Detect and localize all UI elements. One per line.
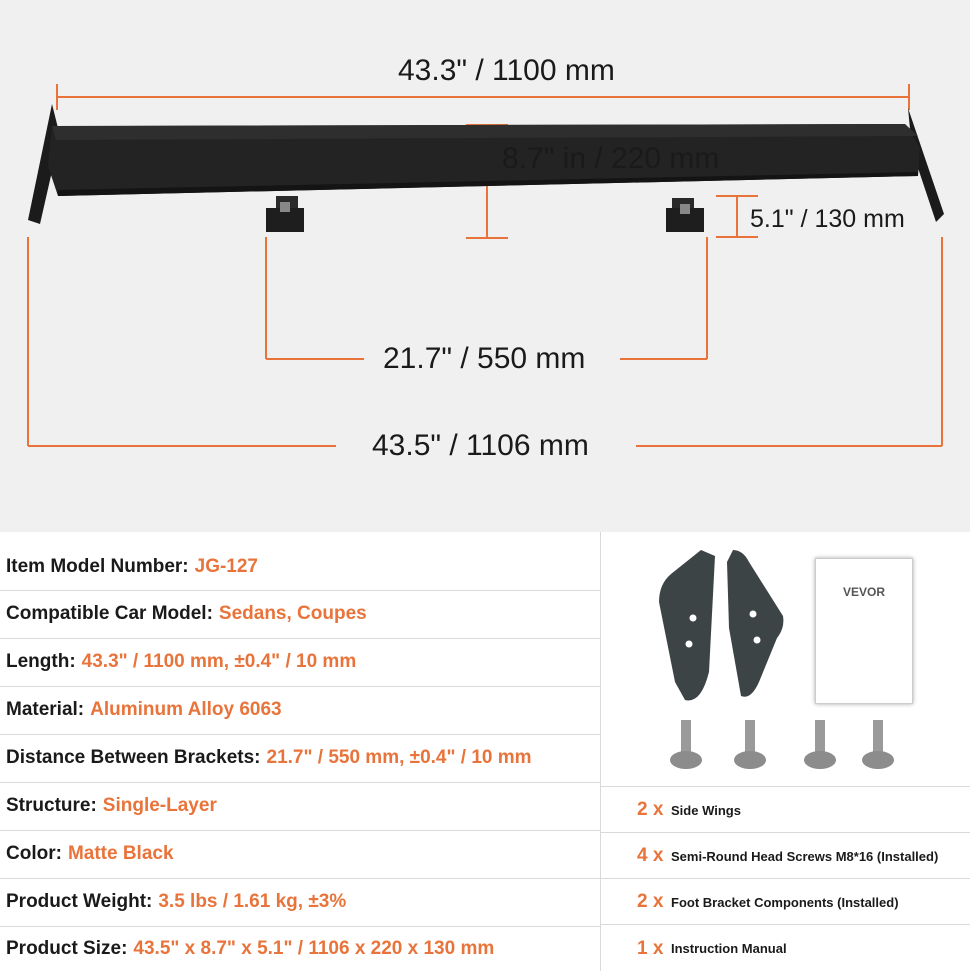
screw-4 bbox=[862, 720, 894, 769]
accessory-qty: 1 x bbox=[637, 937, 664, 959]
accessory-row bbox=[601, 878, 970, 925]
spec-label: Length: bbox=[6, 651, 76, 672]
spec-label: Distance Between Brackets: bbox=[6, 747, 261, 768]
accessory-name: Side Wings bbox=[671, 802, 741, 818]
screw-2 bbox=[734, 720, 766, 769]
spec-value: 21.7" / 550 mm, ±0.4" / 10 mm bbox=[266, 747, 532, 768]
spec-label: Compatible Car Model: bbox=[6, 603, 213, 624]
accessory-name: Foot Bracket Components (Installed) bbox=[671, 894, 899, 910]
spec-table bbox=[0, 532, 600, 971]
side-wing-right bbox=[727, 550, 783, 697]
spec-label: Color: bbox=[6, 843, 62, 864]
accessory-row bbox=[601, 832, 970, 879]
instruction-manual-image bbox=[815, 558, 913, 704]
spec-value: 3.5 lbs / 1.61 kg, ±3% bbox=[158, 891, 347, 912]
spec-row-compatible-model bbox=[0, 590, 600, 639]
spec-row-material bbox=[0, 686, 600, 735]
accessory-qty: 2 x bbox=[637, 891, 664, 912]
spec-value: JG-127 bbox=[194, 556, 258, 577]
side-wing-left bbox=[659, 550, 715, 700]
total-width-label: 43.3" / 1100 mm bbox=[398, 54, 615, 87]
accessory-name: Instruction Manual bbox=[671, 941, 787, 956]
accessories-panel bbox=[601, 532, 970, 971]
bracket-height-label: 5.1" / 130 mm bbox=[750, 205, 905, 233]
screw-1 bbox=[670, 720, 702, 769]
spec-row-model-number bbox=[0, 544, 600, 591]
spec-label: Item Model Number: bbox=[6, 556, 189, 577]
spec-row-color bbox=[0, 830, 600, 879]
spec-row-structure bbox=[0, 782, 600, 831]
spec-label: Structure: bbox=[6, 795, 97, 816]
spec-label: Product Size: bbox=[6, 937, 128, 959]
accessories-illustration bbox=[601, 532, 970, 792]
manual-brand-logo: VEVOR bbox=[842, 585, 885, 599]
bracket-right bbox=[666, 198, 704, 232]
spec-value: Single-Layer bbox=[102, 795, 217, 816]
spec-label: Product Weight: bbox=[6, 891, 153, 912]
overall-width-label: 43.5" / 1106 mm bbox=[372, 429, 589, 462]
spec-value: 43.3" / 1100 mm, ±0.4" / 10 mm bbox=[81, 651, 357, 672]
bracket-distance-label: 21.7" / 550 mm bbox=[383, 342, 586, 375]
accessory-qty: 4 x bbox=[637, 845, 664, 866]
spec-row-length bbox=[0, 638, 600, 687]
accessory-qty: 2 x bbox=[637, 799, 664, 820]
product-info bbox=[0, 532, 970, 971]
accessory-name: Semi-Round Head Screws M8*16 (Installed) bbox=[671, 848, 939, 864]
spec-row-weight bbox=[0, 878, 600, 927]
spec-value: Matte Black bbox=[67, 843, 174, 864]
bracket-left bbox=[266, 196, 304, 232]
screw-3 bbox=[804, 720, 836, 769]
spec-label: Material: bbox=[6, 699, 85, 720]
spec-row-bracket-distance bbox=[0, 734, 600, 783]
height-label: 8.7" in / 220 mm bbox=[502, 142, 720, 175]
spec-value: Sedans, Coupes bbox=[218, 603, 367, 624]
spec-value: Aluminum Alloy 6063 bbox=[90, 699, 282, 720]
spec-value: 43.5" x 8.7" x 5.1" / 1106 x 220 x 130 mm bbox=[133, 937, 495, 959]
spec-row-size bbox=[0, 926, 600, 971]
accessory-row bbox=[601, 786, 970, 833]
accessory-row bbox=[601, 924, 970, 972]
screws bbox=[670, 720, 894, 769]
